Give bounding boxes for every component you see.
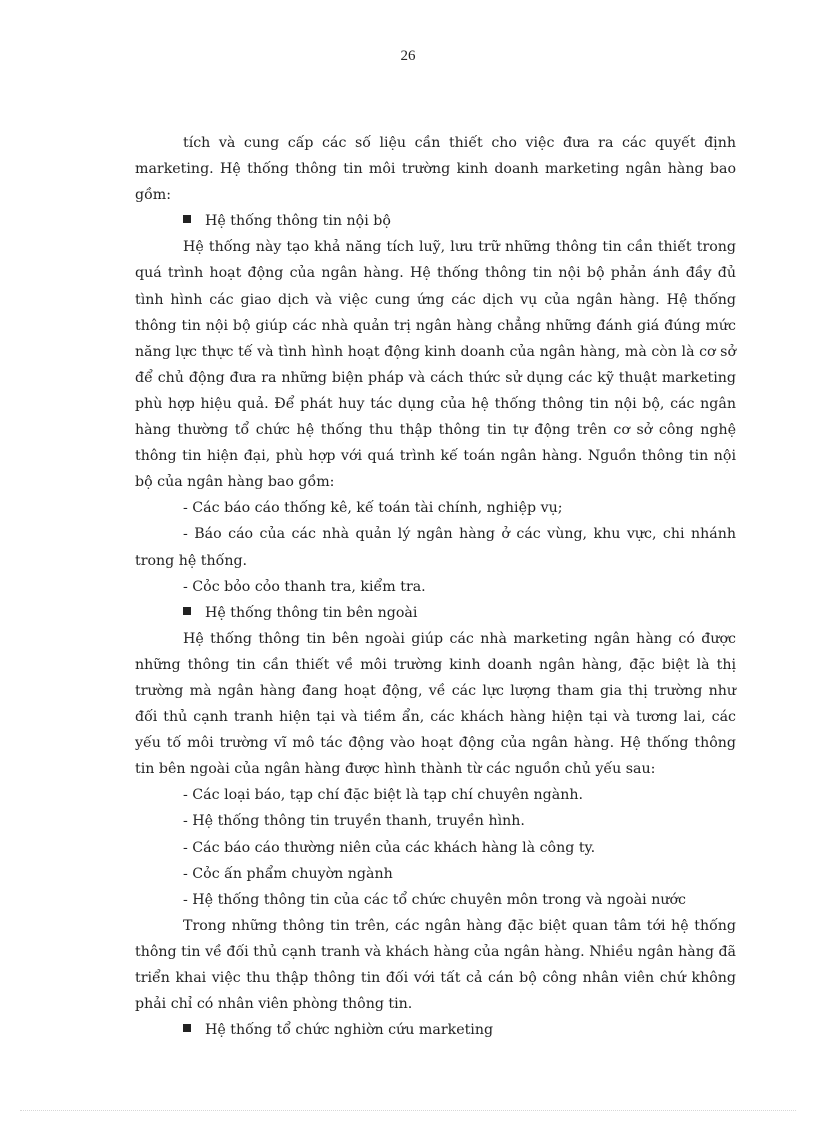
- paragraph: Hệ thống thông tin bên ngoài giúp các nhà marketing ngân hàng có được những thông tin cần thiết về môi trường kinh doanh ngân hàng, đặc biệt là thị trường mà ngân hàng đang hoạt động, về các lực lượng tham gia thị trường như đối thủ cạnh tranh hiện tại và tiềm ẩn, các khách hàng hiện tại và tương lai, các yếu tố môi trường vĩ mô tác động vào hoạt động của ngân hàng. Hệ thống thông tin bên ngoài của ngân hàng được hình thành từ các nguồn chủ yếu sau:: [135, 630, 736, 778]
- dash-item: - Cỏc ấn phẩm chuyờn ngành: [183, 865, 393, 882]
- bullet-item: [135, 208, 736, 234]
- page-number: 26: [400, 48, 416, 64]
- body-text: [135, 130, 736, 1043]
- square-bullet-icon: [183, 215, 191, 223]
- bullet-item: [135, 1017, 736, 1043]
- square-bullet-icon: [183, 607, 191, 615]
- dash-item: - Các báo cáo thống kê, kế toán tài chính, nghiệp vụ;: [183, 500, 563, 517]
- dash-item: - Cỏc bỏo cỏo thanh tra, kiểm tra.: [183, 578, 426, 595]
- paragraph: tích và cung cấp các số liệu cần thiết cho việc đưa ra các quyết định marketing. Hệ thống thông tin môi trường kinh doanh marketing ngân hàng bao gồm:: [135, 135, 736, 204]
- dash-item: - Hệ thống thông tin truyền thanh, truyền hình.: [183, 813, 525, 830]
- paragraph: Trong những thông tin trên, các ngân hàng đặc biệt quan tâm tới hệ thống thông tin về đối thủ cạnh tranh và khách hàng của ngân hàng. Nhiều ngân hàng đã triển khai việc thu thập thông tin đối với tất cả cán bộ công nhân viên chứ không phải chỉ có nhân viên phòng thông tin.: [135, 917, 736, 1013]
- dash-item: - Hệ thống thông tin của các tổ chức chuyên môn trong và ngoài nước: [183, 891, 686, 908]
- dash-item: - Các báo cáo thường niên của các khách hàng là công ty.: [183, 839, 596, 856]
- bullet-item: [135, 600, 736, 626]
- dash-item: - Các loại báo, tạp chí đặc biệt là tạp chí chuyên ngành.: [183, 787, 583, 804]
- bullet-text: Hệ thống tổ chức nghiờn cứu marketing: [205, 1022, 494, 1039]
- page-bottom-divider: [20, 1110, 796, 1111]
- square-bullet-icon: [183, 1024, 191, 1032]
- bullet-text: Hệ thống thông tin bên ngoài: [205, 604, 418, 621]
- paragraph: Hệ thống này tạo khả năng tích luỹ, lưu trữ những thông tin cần thiết trong quá trình hoạt động của ngân hàng. Hệ thống thông tin nội bộ phản ánh đầy đủ tình hình các giao dịch và việc cung ứng các dịch vụ của ngân hàng. Hệ thống thông tin nội bộ giúp các nhà quản trị ngân hàng chẳng những đánh giá đúng mức năng lực thực tế và tình hình hoạt động kinh doanh của ngân hàng, mà còn là cơ sở để chủ động đưa ra những biện pháp và cách thức sử dụng các kỹ thuật marketing phù hợp hiệu quả. Để phát huy tác dụng của hệ thống thông tin nội bộ, các ngân hàng thường tổ chức hệ thống thu thập thông tin tự động trên cơ sở công nghệ thông tin hiện đại, phù hợp với quá trình kế toán ngân hàng. Nguồn thông tin nội bộ của ngân hàng bao gồm:: [135, 239, 736, 491]
- bullet-text: Hệ thống thông tin nội bộ: [205, 213, 391, 230]
- dash-item: - Báo cáo của các nhà quản lý ngân hàng ở các vùng, khu vực, chi nhánh trong hệ thống.: [135, 526, 736, 569]
